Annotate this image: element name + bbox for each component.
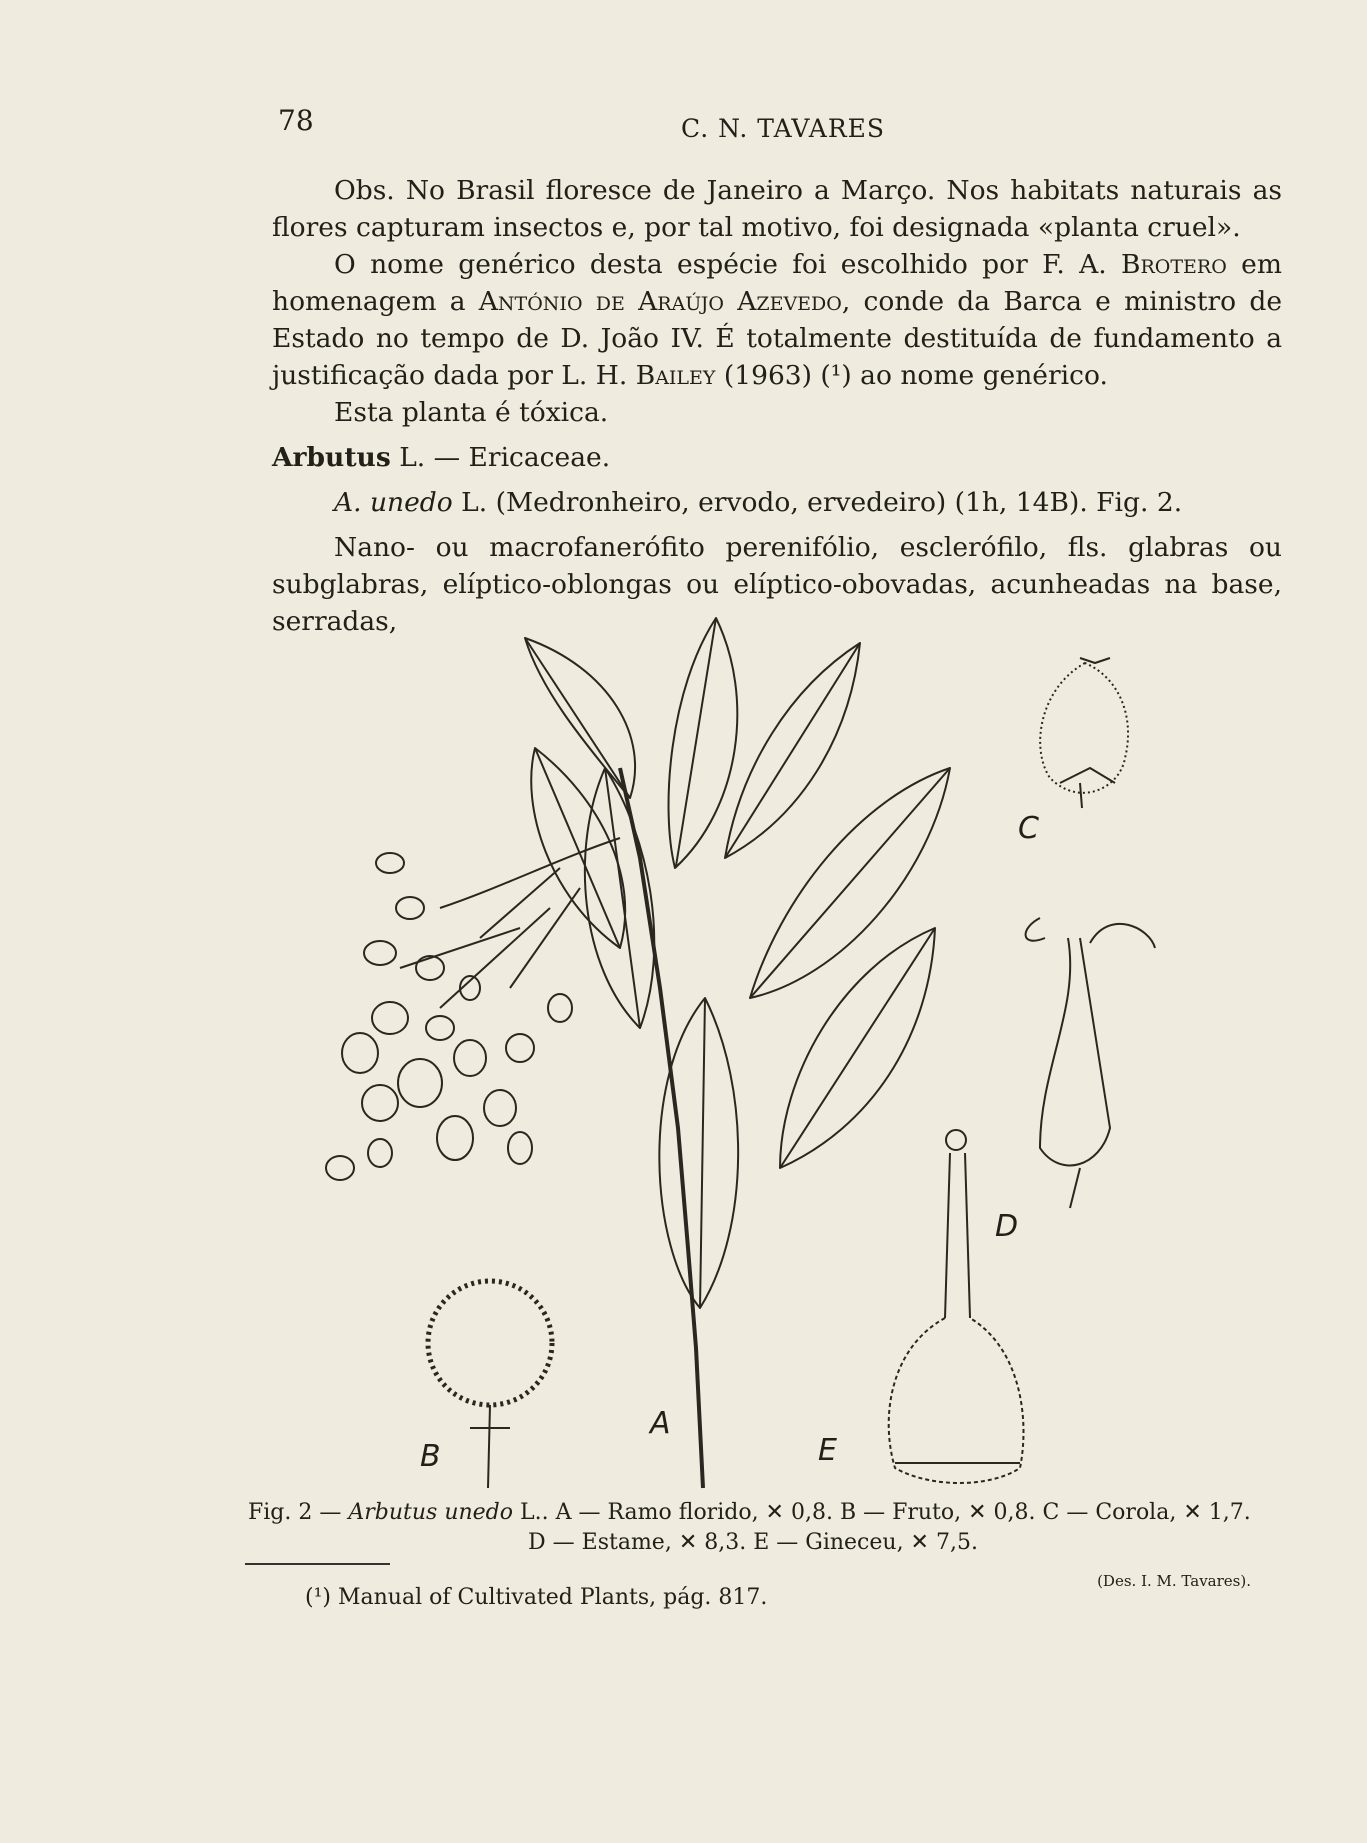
figure-label-d: D <box>995 1209 1019 1244</box>
paragraph-description: Nano- ou macrofanerófito perenifólio, esclerófilo, fls. glabras ou subglabras, elíptico-oblongas ou elíptico-obovadas, acunheadas na base, serradas, <box>272 532 1282 637</box>
leaf-center-mid <box>585 768 654 1028</box>
leaf-center-lower <box>659 998 738 1308</box>
page-number: 78 <box>278 104 314 137</box>
species-name: A. unedo <box>334 487 453 518</box>
text-segment: (1963) (¹) ao nome genérico. <box>723 360 1108 391</box>
fruit-b <box>428 1281 552 1488</box>
figure-arbutus-unedo <box>320 608 1220 1493</box>
caption-species: Arbutus unedo <box>348 1500 514 1525</box>
corolla-c <box>1040 658 1128 808</box>
text-segment: O nome genérico desta espécie foi escolhido por F. A. <box>334 249 1107 280</box>
person-antonio-azevedo: António de Araújo Azevedo <box>478 286 842 317</box>
genus-heading <box>272 439 1282 476</box>
running-head: C. N. TAVARES <box>680 114 886 143</box>
figure-caption <box>248 1498 1258 1558</box>
stamen-d <box>1026 918 1155 1208</box>
leaf-top-center <box>669 618 738 868</box>
caption-line1: L.. A — Ramo florido, ✕ 0,8. B — Fruto, ✕ 0,8. C — Corola, ✕ 1,7. <box>520 1500 1251 1525</box>
flower-cluster-stalk <box>400 838 620 1008</box>
main-stem <box>620 768 703 1488</box>
species-common-names: L. (Medronheiro, ervodo, ervedeiro) (1h, 14B). Fig. 2. <box>461 487 1183 518</box>
figure-label-c: C <box>1018 811 1039 846</box>
text-segment: em homenagem a <box>272 249 1282 317</box>
species-heading <box>272 484 1282 521</box>
footnote: (¹) Manual of Cultivated Plants, pág. 817. <box>305 1585 768 1610</box>
text-segment: , conde da Barca e ministro de Estado no tempo de D. João IV. É totalmente destituída de fundamento a justificação dada por L. H. <box>272 286 1283 391</box>
author-bailey: Bailey <box>635 360 716 391</box>
figure-label-a: A <box>650 1406 671 1441</box>
botanical-illustration <box>320 608 1220 1493</box>
genus-name: Arbutus <box>272 442 391 473</box>
genus-family: L. — Ericaceae. <box>399 442 611 473</box>
illustrator-credit: (Des. I. M. Tavares). <box>1097 1572 1251 1590</box>
paragraph-obs: Obs. No Brasil floresce de Janeiro a Março. Nos habitats naturais as flores capturam insectos e, por tal motivo, foi designada «planta cruel». <box>272 175 1282 243</box>
paragraph-toxic: Esta planta é tóxica. <box>334 397 609 428</box>
figure-label-e: E <box>818 1433 837 1468</box>
caption-line2: D — Estame, ✕ 8,3. E — Gineceu, ✕ 7,5. <box>528 1530 978 1555</box>
footnote-rule <box>245 1563 390 1565</box>
author-brotero: Brotero <box>1121 249 1227 280</box>
paragraph-generic-name <box>272 246 1282 394</box>
figure-label-b: B <box>420 1439 441 1474</box>
gynoecium-e <box>889 1130 1024 1483</box>
body-text <box>272 172 1282 640</box>
page-header <box>278 104 1288 144</box>
caption-fig: Fig. 2 — <box>248 1500 342 1525</box>
flower-bells <box>326 853 572 1180</box>
